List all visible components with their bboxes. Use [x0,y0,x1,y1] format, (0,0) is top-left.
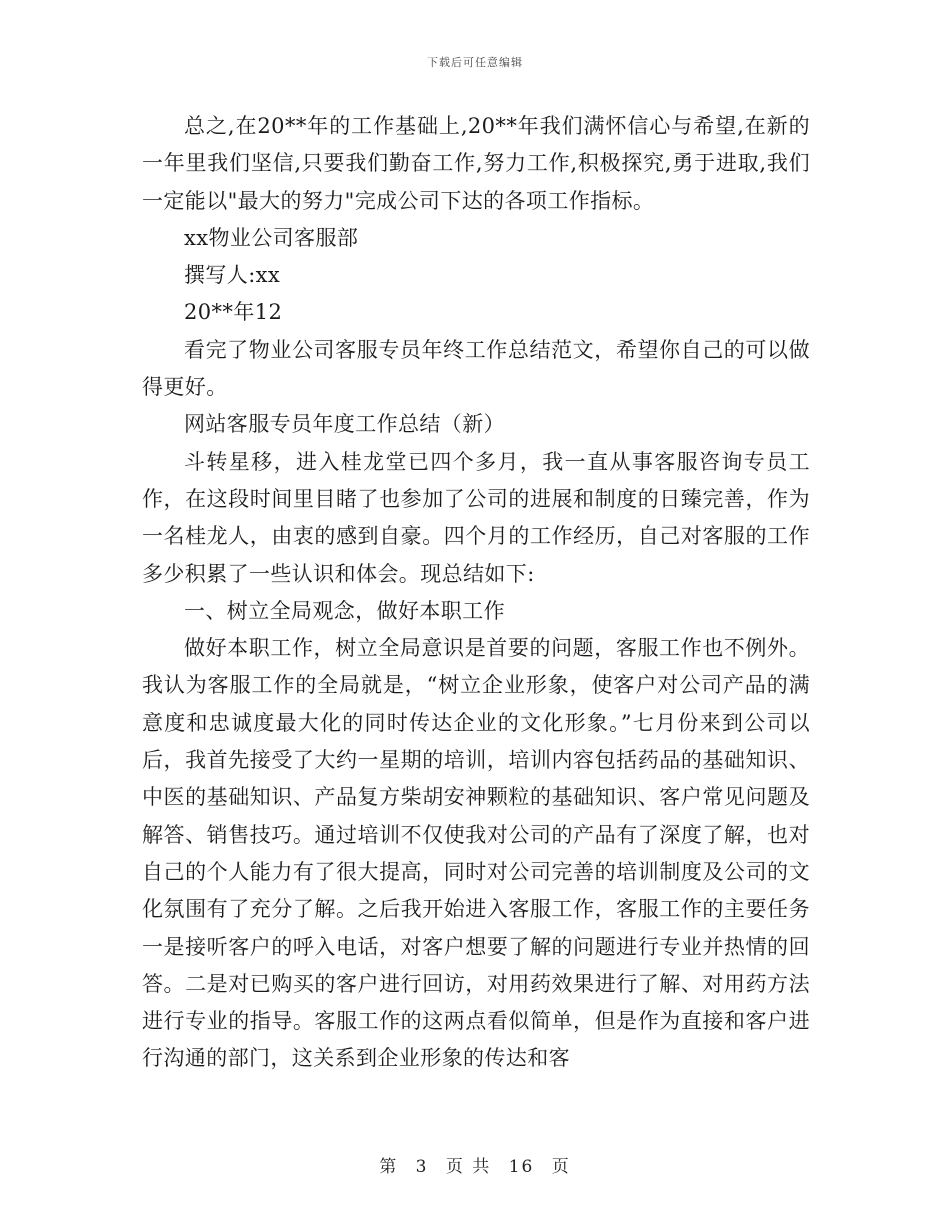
paragraph-intro: 斗转星移，进入桂龙堂已四个多月，我一直从事客服咨询专员工作，在这段时间里目睹了也参加了公司的进展和制度的日臻完善，作为一名桂龙人，由衷的感到自豪。四个月的工作经历，自己对客服的工作多少积累了一些认识和体会。现总结如下: [142,449,810,586]
section-title: 网站客服专员年度工作总结（新） [184,412,505,437]
section-heading-1: 一、树立全局观念，做好本职工作 [184,598,505,623]
document-body [142,108,810,1078]
paragraph-department: xx物业公司客服部 [184,225,359,250]
footer-prefix: 第 [379,1157,399,1177]
paragraph-date: 20**年12 [184,300,283,325]
page-footer [0,1152,950,1177]
paragraph-author: 撰写人:xx [184,263,281,288]
paragraph-closing: 看完了物业公司客服专员年终工作总结范文，希望你自己的可以做得更好。 [142,337,810,400]
header-note: 下载后可任意编辑 [427,56,523,69]
footer-total-pages: 16 [508,1157,535,1177]
paragraph-body: 做好本职工作，树立全局意识是首要的问题，客服工作也不例外。我认为客服工作的全局就是，“树立企业形象，使客户对公司产品的满意度和忠诚度最大化的同时传达企业的文化形象。”七月份来到公司以后，我首先接受了大约一星期的培训，培训内容包括药品的基础知识、中医的基础知识、产品复方柴胡安神颗粒的基础知识、客户常见问题及解答、销售技巧。通过培训不仅使我对公司的产品有了深度了解，也对自己的个人能力有了很大提高，同时对公司完善的培训制度及公司的文化氛围有了充分了解。之后我开始进入客服工作，客服工作的主要任务一是接听客户的呼入电话，对客户想要了解的问题进行专业并热情的回答。二是对已购买的客户进行回访，对用药效果进行了解、对用药方法进行专业的指导。客服工作的这两点看似简单，但是作为直接和客户进行沟通的部门，这关系到企业形象的传达和客 [142,636,810,1071]
footer-middle: 页 共 [445,1157,492,1177]
footer-suffix: 页 [551,1157,571,1177]
paragraph-summary: 总之,在20**年的工作基础上,20**年我们满怀信心与希望,在新的一年里我们坚信,只要我们勤奋工作,努力工作,积极探究,勇于进取,我们一定能以"最大的努力"完成公司下达的各项工作指标。 [142,114,810,213]
footer-current-page: 3 [415,1157,429,1177]
